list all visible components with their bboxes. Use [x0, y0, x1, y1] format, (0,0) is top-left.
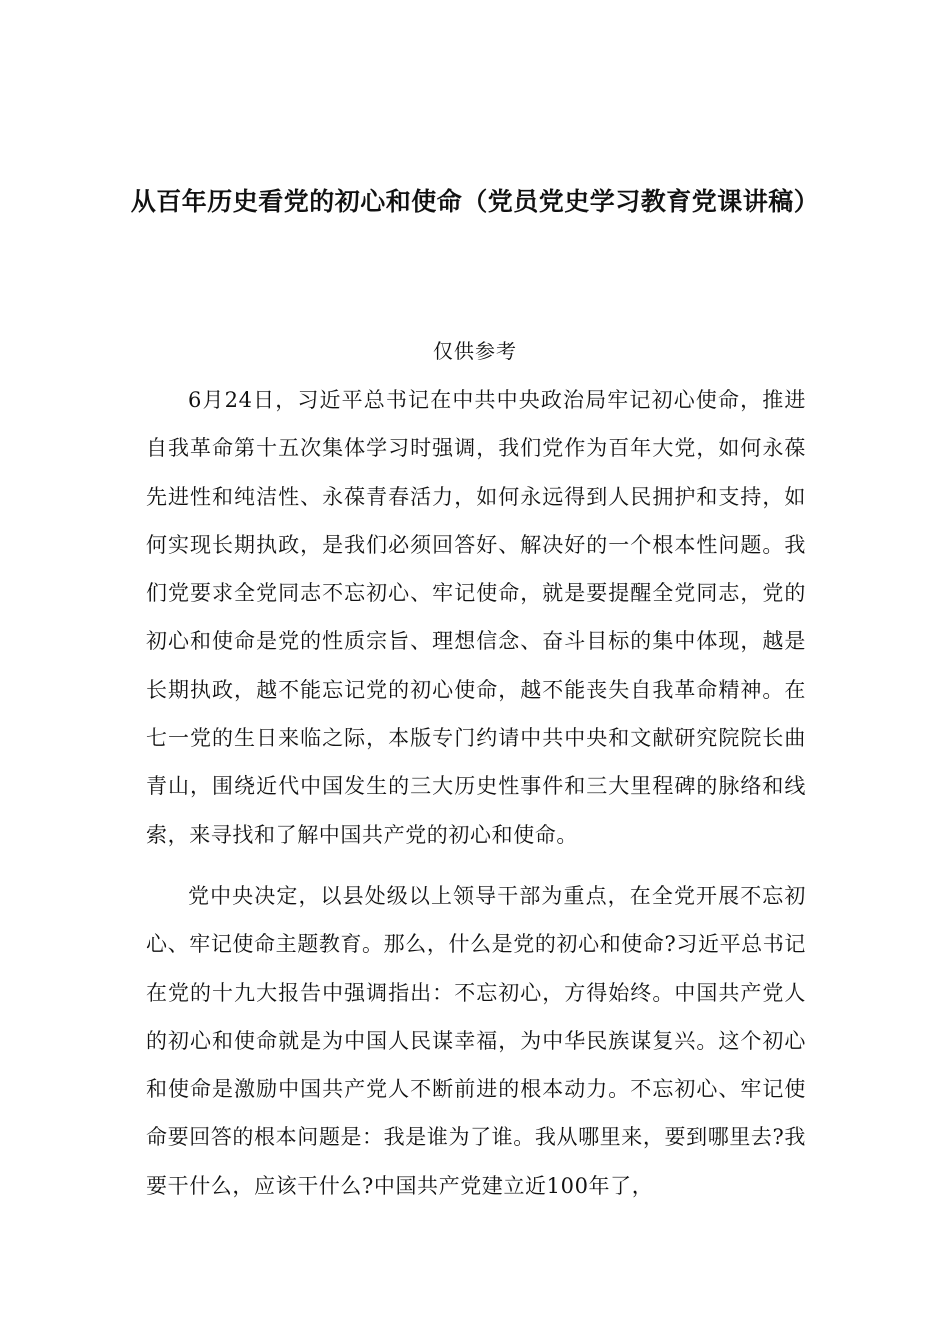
body-paragraph: 党中央决定，以县处级以上领导干部为重点，在全党开展不忘初心、牢记使命主题教育。那么，什么是党的初心和使命?习近平总书记在党的十九大报告中强调指出：不忘初心，方得始终。中国共产党人的初心和使命就是为中国人民谋幸福，为中华民族谋复兴。这个初心和使命是激励中国共产党人不断前进的根本动力。不忘初心、牢记使命要回答的根本问题是：我是谁为了谁。我从哪里来，要到哪里去?我要干什么，应该干什么?中国共产党建立近100年了，: [146, 884, 806, 1198]
document-title: 从百年历史看党的初心和使命（党员党史学习教育党课讲稿）: [130, 187, 820, 216]
document-subtitle: 仅供参考: [433, 339, 517, 363]
body-paragraph: 6月24日，习近平总书记在中共中央政治局牢记初心使命，推进自我革命第十五次集体学习时强调，我们党作为百年大党，如何永葆先进性和纯洁性、永葆青春活力，如何永远得到人民拥护和支持，如何实现长期执政，是我们必须回答好、解决好的一个根本性问题。我们党要求全党同志不忘初心、牢记使命，就是要提醒全党同志，党的初心和使命是党的性质宗旨、理想信念、奋斗目标的集中体现，越是长期执政，越不能忘记党的初心使命，越不能丧失自我革命精神。在七一党的生日来临之际，本版专门约请中共中央和文献研究院院长曲青山，围绕近代中国发生的三大历史性事件和三大里程碑的脉络和线索，来寻找和了解中国共产党的初心和使命。: [146, 388, 806, 847]
